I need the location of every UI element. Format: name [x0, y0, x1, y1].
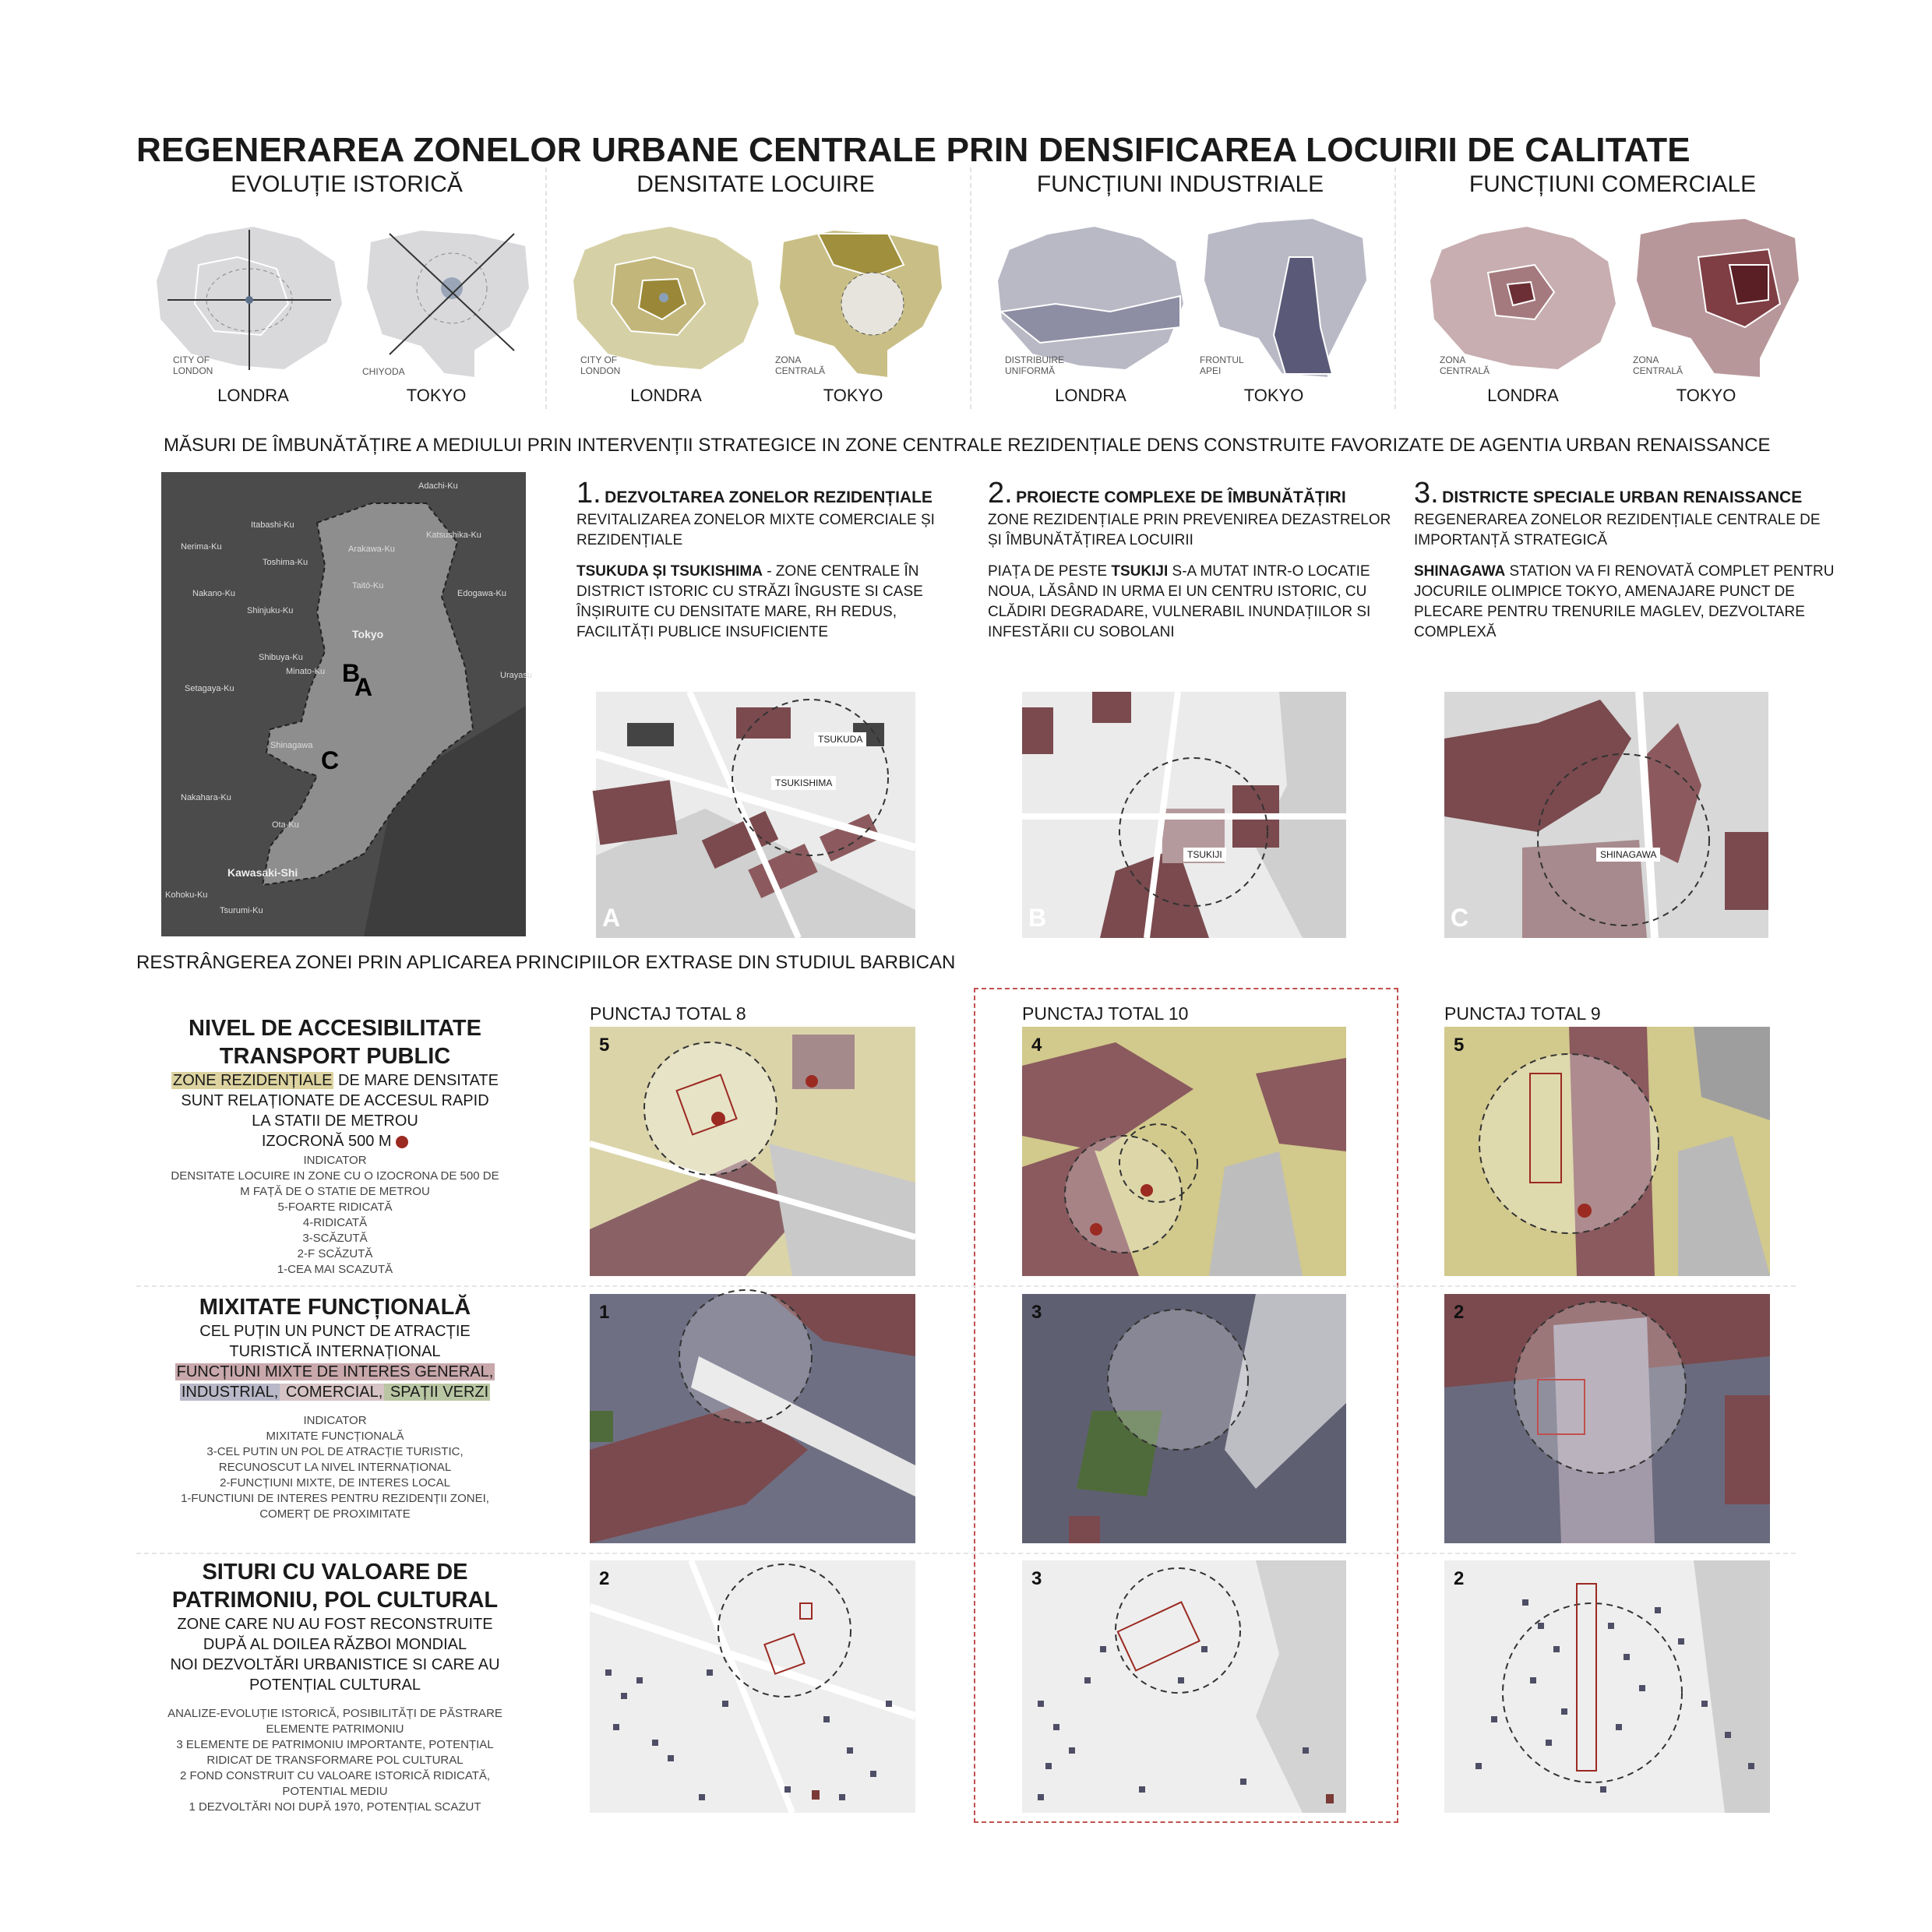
section-title-housing: DENSITATE LOCUIRE	[636, 171, 875, 197]
site-map-a	[596, 692, 915, 938]
cell-score: 5	[599, 1035, 610, 1056]
grid-map-heritage-c	[1444, 1560, 1770, 1813]
site-map-c	[1444, 692, 1768, 938]
site-map-a-graphic	[596, 692, 915, 938]
grid-map-accessibility-b	[1022, 1027, 1346, 1276]
grid-map-graphic	[590, 1027, 915, 1276]
criterion-mixity	[140, 1293, 530, 1522]
city-label: LONDRA	[217, 386, 289, 405]
tokyo-historic-map	[358, 218, 538, 382]
ward-label: Setagaya-Ku	[185, 684, 234, 693]
ward-label: Tsurumi-Ku	[220, 906, 263, 915]
grid-map-mixity-b	[1022, 1294, 1346, 1543]
grid-map-graphic	[1444, 1560, 1770, 1813]
ward-label: Nakahara-Ku	[181, 793, 231, 802]
cell-score: 3	[1031, 1568, 1042, 1589]
site-letter: A	[602, 904, 621, 932]
map-note: DISTRIBUIRE UNIFORMĂ	[1005, 354, 1065, 376]
criterion-heading: SITURI CU VALOARE DE PATRIMONIU, POL CULTURAL	[171, 1560, 499, 1613]
map-label: SHINAGAWA	[1596, 848, 1660, 862]
point-text: SHINAGAWA STATION VA FI RENOVATĂ COMPLET PENTRU JOCURILE OLIMPICE TOKYO, AMENAJARE PUNCT DE PLECARE PENTRU TRENURILE MAGLEV, DEZVOLTARE COMPLEXĂ	[1414, 563, 1835, 640]
grid-map-accessibility-a	[590, 1027, 915, 1276]
cell-score: 4	[1031, 1035, 1042, 1056]
criterion-accessibility	[140, 1014, 530, 1278]
indicator-line: 5-FOARTE RIDICATĂ	[277, 1200, 393, 1214]
map-note: CITY OF LONDON	[580, 354, 621, 376]
indicator-line: COMERȚ DE PROXIMITATE	[259, 1507, 411, 1521]
grid-map-graphic	[1022, 1027, 1346, 1276]
cell-score: 3	[1031, 1302, 1042, 1323]
ward-label: Ota-Ku	[272, 820, 299, 830]
city-label: TOKYO	[1676, 386, 1736, 405]
ward-label: Edogawa-Ku	[457, 589, 506, 598]
map-note: ZONA CENTRALĂ	[1633, 354, 1683, 376]
indicator-line: 1-CEA MAI SCAZUTĂ	[277, 1263, 393, 1276]
criterion-text: INDUSTRIAL, COMERCIAL, SPAȚII VERZI	[181, 1384, 489, 1401]
map-note: CITY OF LONDON	[173, 354, 213, 376]
ward-label: Tokyo	[352, 628, 384, 640]
ward-label: Kawasaki-Shi	[227, 866, 298, 879]
grid-map-heritage-a	[590, 1560, 915, 1813]
criterion-text: DUPĂ AL DOILEA RĂZBOI MONDIAL	[203, 1636, 467, 1653]
indicator-line: 2-FUNCȚIUNI MIXTE, DE INTERES LOCAL	[220, 1476, 450, 1490]
map-label: TSUKIJI	[1183, 848, 1226, 862]
indicator-line: 2-F SCĂZUTĂ	[297, 1247, 373, 1260]
city-label: TOKYO	[1243, 386, 1304, 405]
ward-label: Shibuya-Ku	[259, 653, 303, 662]
map-note: ZONA CENTRALĂ	[1440, 354, 1490, 376]
cell-score: 2	[599, 1568, 610, 1589]
cell-score: 2	[1454, 1302, 1465, 1323]
indicator-line: 3-CEL PUTIN UN POL DE ATRACȚIE TURISTIC,	[206, 1445, 464, 1458]
grid-map-accessibility-c	[1444, 1027, 1770, 1276]
score-a: PUNCTAJ TOTAL 8	[590, 1003, 746, 1024]
cell-score: 5	[1454, 1035, 1465, 1056]
cell-score: 2	[1454, 1568, 1465, 1589]
point-2	[988, 477, 1393, 643]
point-number: 3.	[1414, 477, 1439, 509]
grid-map-graphic	[1444, 1294, 1770, 1543]
point-title: DEZVOLTAREA ZONELOR REZIDENȚIALE	[605, 488, 933, 506]
grid-map-graphic	[590, 1294, 915, 1543]
isochrone-dot-icon	[396, 1136, 408, 1148]
point-text: TSUKUDA ȘI TSUKISHIMA - ZONE CENTRALE ÎN DISTRICT ISTORIC CU STRĂZI ÎNGUSTE SI CASE ÎNȘIRUITE CU DENSITATE MARE, RH REDUS, FACILITĂȚI PUBLICE INSUFICIENTE	[576, 563, 923, 640]
point-text: ZONE REZIDENȚIALE PRIN PREVENIREA DEZASTRELOR ȘI ÎMBUNĂTĂȚIREA LOCUIRII	[988, 512, 1391, 548]
indicator-line: INDICATOR	[303, 1414, 367, 1427]
indicator-line: POTENTIAL MEDIU	[282, 1785, 388, 1798]
divider	[545, 167, 547, 409]
banner-measures: MĂSURI DE ÎMBUNĂTĂȚIRE A MEDIULUI PRIN INTERVENȚII STRATEGICE IN ZONE CENTRALE REZIDENȚIALE DENS CONSTRUITE FAVORIZATE DE AGENTIA URBAN RENAISSANCE	[164, 435, 1771, 456]
point-text: PIAȚA DE PESTE TSUKIJI S-A MUTAT INTR-O LOCATIE NOUA, LĂSÂND IN URMA EI UN CENTRU ISTORIC, CU CLĂDIRI DEGRADARE, VULNERABIL INUNDAȚIILOR SI INFESTĂRII CU SOBOLANI	[988, 563, 1371, 640]
cell-score: 1	[599, 1302, 610, 1323]
map-label: TSUKISHIMA	[771, 776, 836, 790]
ward-label: Taitō-Ku	[352, 581, 384, 591]
indicator-line: INDICATOR	[303, 1154, 367, 1167]
point-title: PROIECTE COMPLEXE DE ÎMBUNĂTĂȚIRI	[1016, 488, 1346, 506]
site-map-b	[1022, 692, 1346, 938]
marker-a: A	[354, 673, 373, 701]
banner-barbican: RESTRÂNGEREA ZONEI PRIN APLICAREA PRINCIPIILOR EXTRASE DIN STUDIUL BARBICAN	[136, 952, 956, 973]
grid-map-mixity-a	[590, 1294, 915, 1543]
grid-map-heritage-b	[1022, 1560, 1346, 1813]
city-label: LONDRA	[1055, 386, 1126, 405]
indicator-line: 1 DEZVOLTĂRI NOI DUPĂ 1970, POTENȚIAL SCAZUT	[189, 1800, 481, 1814]
ward-label: Nakano-Ku	[192, 589, 236, 598]
site-letter: C	[1451, 904, 1469, 932]
ward-label: Adachi-Ku	[418, 481, 458, 491]
point-number: 2.	[988, 477, 1013, 509]
indicator-line: 3-SCĂZUTĂ	[302, 1232, 368, 1245]
ward-label: Minato-Ku	[286, 667, 326, 676]
grid-map-graphic	[590, 1560, 915, 1813]
indicator-line: ELEMENTE PATRIMONIU	[266, 1722, 404, 1736]
site-letter: B	[1028, 904, 1047, 932]
row-divider	[136, 1285, 1796, 1287]
score-c: PUNCTAJ TOTAL 9	[1444, 1003, 1601, 1024]
map-note: ZONA CENTRALĂ	[775, 354, 826, 376]
criterion-text: FUNCȚIUNI MIXTE DE INTERES GENERAL,	[176, 1363, 494, 1380]
grid-map-graphic	[1022, 1294, 1346, 1543]
ward-label: Katsushika-Ku	[426, 531, 481, 540]
ward-label: Urayasu	[500, 671, 532, 680]
ward-label: Shinjuku-Ku	[247, 606, 294, 615]
criterion-text: IZOCRONĂ 500 M	[140, 1131, 530, 1151]
criterion-text: ZONE CARE NU AU FOST RECONSTRUITE	[177, 1616, 493, 1633]
indicator-line: M FAȚĂ DE O STATIE DE METROU	[240, 1185, 430, 1198]
ward-label: Kohoku-Ku	[165, 890, 208, 900]
divider	[1394, 167, 1396, 409]
indicator-line: 1-FUNCTIUNI DE INTERES PENTRU REZIDENȚII ZONEI,	[181, 1492, 489, 1505]
indicator-line: 2 FOND CONSTRUIT CU VALOARE ISTORICĂ RIDICATĂ,	[179, 1769, 491, 1782]
site-map-c-graphic	[1444, 692, 1768, 938]
overview-map	[161, 472, 532, 936]
marker-b: B	[342, 659, 361, 687]
indicator-line: RIDICAT DE TRANSFORMARE POL CULTURAL	[206, 1754, 464, 1767]
criterion-text: NOI DEZVOLTĂRI URBANISTICE SI CARE AU	[170, 1656, 500, 1673]
map-note: CHIYODA	[362, 366, 405, 377]
point-text: REGENERAREA ZONELOR REZIDENȚIALE CENTRALE DE IMPORTANȚĂ STRATEGICĂ	[1414, 512, 1821, 548]
grid-map-mixity-c	[1444, 1294, 1770, 1543]
ward-label: Itabashi-Ku	[251, 520, 294, 530]
point-number: 1.	[576, 477, 601, 509]
criterion-text: TURISTICĂ INTERNAȚIONAL	[229, 1343, 441, 1360]
grid-map-graphic	[1022, 1560, 1346, 1813]
criterion-text: POTENȚIAL CULTURAL	[249, 1676, 421, 1694]
city-label: LONDRA	[630, 386, 702, 405]
city-label: TOKYO	[823, 386, 883, 405]
indicator-line: ANALIZE-EVOLUȚIE ISTORICĂ, POSIBILITĂȚI DE PĂSTRARE	[167, 1707, 502, 1720]
divider	[970, 167, 971, 409]
indicator-line: DENSITATE LOCUIRE IN ZONE CU O IZOCRONA DE 500 DE	[171, 1169, 499, 1183]
site-map-b-graphic	[1022, 692, 1346, 938]
indicator-line: 4-RIDICATĂ	[302, 1216, 368, 1229]
grid-map-graphic	[1444, 1027, 1770, 1276]
marker-c: C	[321, 746, 340, 774]
city-label: LONDRA	[1487, 386, 1559, 405]
criterion-heritage	[140, 1558, 530, 1815]
criterion-text: CEL PUȚIN UN PUNCT DE ATRACȚIE	[199, 1323, 471, 1340]
ward-label: Shinagawa	[270, 741, 313, 750]
section-title-historic: EVOLUȚIE ISTORICĂ	[231, 171, 463, 197]
indicator-line: 3 ELEMENTE DE PATRIMONIU IMPORTANTE, POTENȚIAL	[176, 1738, 494, 1751]
point-3	[1414, 477, 1866, 643]
criterion-text: SUNT RELAȚIONATE DE ACCESUL RAPID	[181, 1092, 489, 1109]
criterion-text: ZONE REZIDENȚIALE DE MARE DENSITATE	[173, 1072, 499, 1089]
section-title-industrial: FUNCȚIUNI INDUSTRIALE	[1036, 171, 1324, 197]
point-title: DISTRICTE SPECIALE URBAN RENAISSANCE	[1442, 488, 1803, 506]
point-1	[576, 477, 966, 643]
indicator-line: MIXITATE FUNCȚIONALĂ	[266, 1430, 404, 1443]
score-b: PUNCTAJ TOTAL 10	[1022, 1003, 1189, 1024]
map-label: TSUKUDA	[814, 732, 866, 746]
row-divider	[136, 1553, 1796, 1554]
ward-label: Arakawa-Ku	[348, 545, 395, 554]
ward-label: Toshima-Ku	[263, 558, 308, 567]
map-note: FRONTUL APEI	[1200, 354, 1244, 376]
ward-label: Nerima-Ku	[181, 542, 222, 552]
indicator-line: RECUNOSCUT LA NIVEL INTERNAȚIONAL	[218, 1461, 452, 1474]
section-title-commercial: FUNCȚIUNI COMERCIALE	[1468, 171, 1757, 197]
criterion-text: LA STATII DE METROU	[252, 1112, 418, 1130]
point-text: REVITALIZAREA ZONELOR MIXTE COMERCIALE ȘI REZIDENȚIALE	[576, 512, 935, 548]
city-label: TOKYO	[406, 386, 467, 405]
criterion-heading: MIXITATE FUNCȚIONALĂ	[199, 1295, 471, 1320]
criterion-heading: NIVEL DE ACCESIBILITATE TRANSPORT PUBLIC	[189, 1016, 481, 1069]
page-title: REGENERAREA ZONELOR URBANE CENTRALE PRIN DENSIFICAREA LOCUIRII DE CALITATE	[136, 131, 1690, 169]
